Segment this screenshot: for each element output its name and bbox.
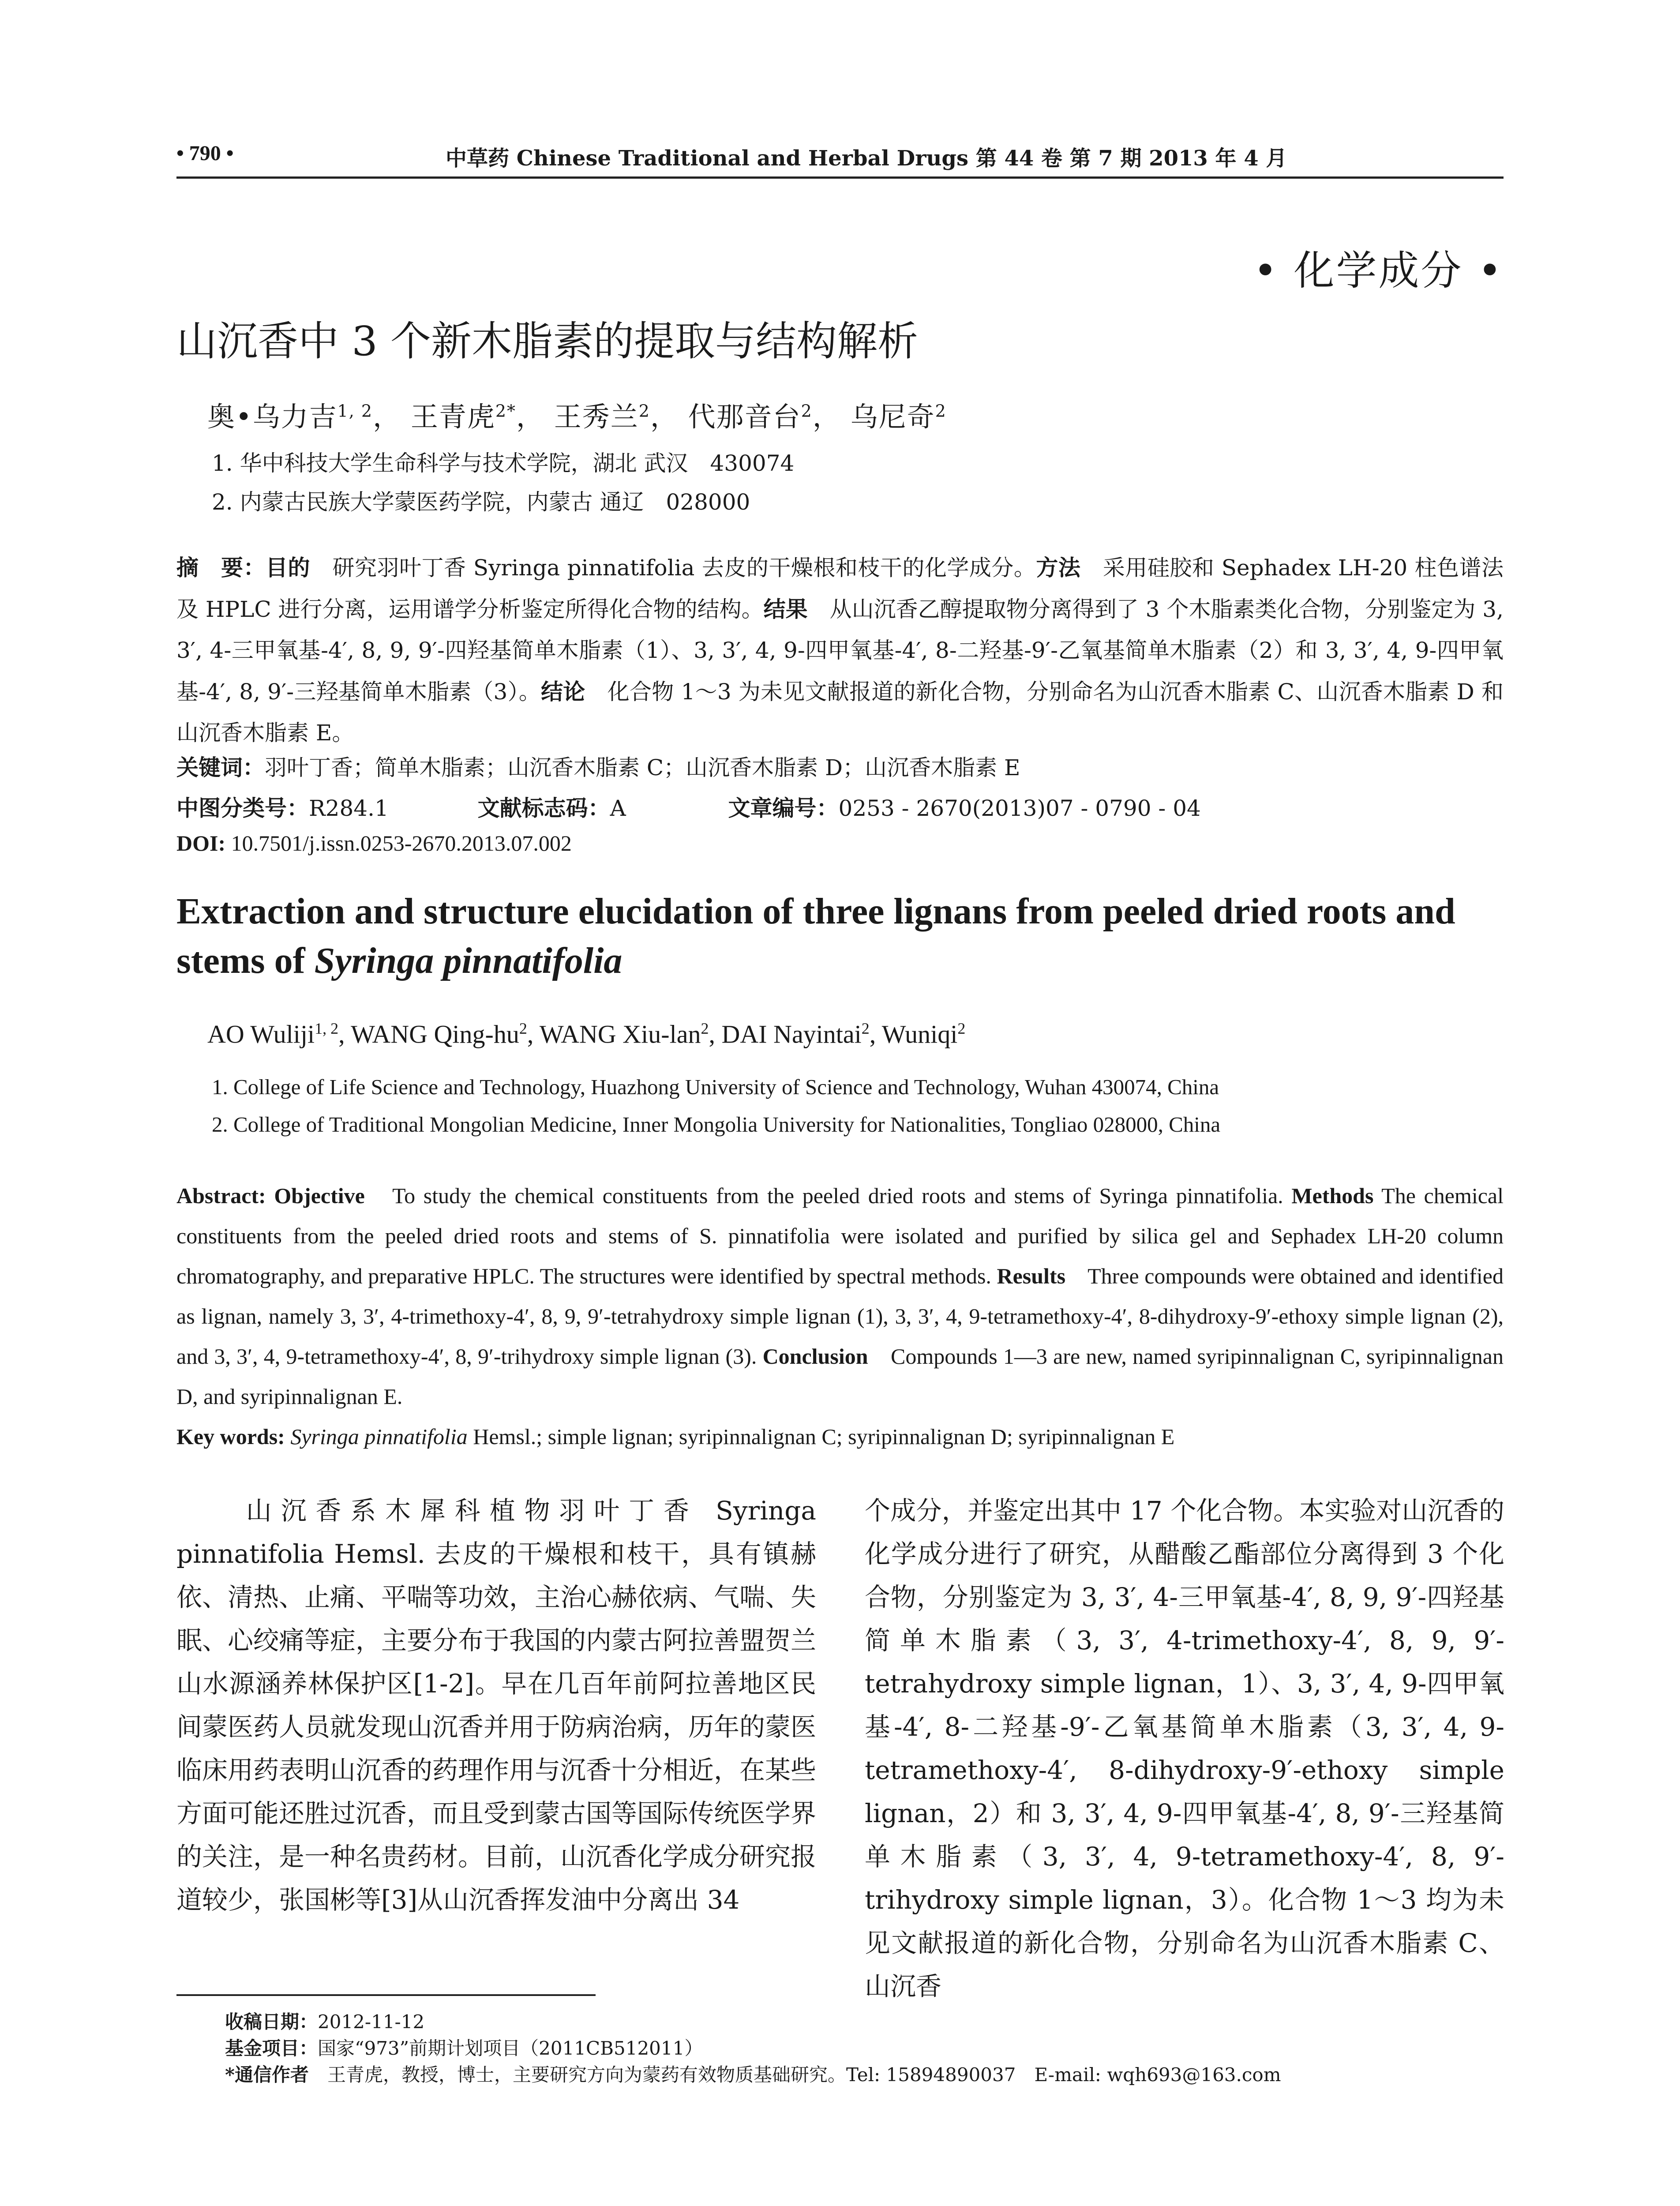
- keywords-en-text: Hemsl.; simple lignan; syripinnalignan C; syripinnalignan D; syripinnalignan E: [467, 1424, 1175, 1449]
- methods-en-text: The chemical constituents from the peeled dried roots and stems of S. pinnatifolia were isolated and purified by silica gel and Sephadex LH-20 column chromatography, and preparative HPLC. The structures were identified by spectral methods.: [176, 1183, 1504, 1288]
- footnote-rule: [176, 1994, 596, 1996]
- affiliation-cn-1: 1. 华中科技大学生命科学与技术学院，湖北 武汉 430074: [212, 450, 795, 476]
- footnote-received: [225, 2007, 424, 2034]
- header-rule: [176, 176, 1504, 179]
- keywords-en-label: Key words:: [176, 1424, 285, 1449]
- objective-label: 目的: [266, 555, 311, 581]
- doc-code-label: 文献标志码：: [477, 795, 610, 821]
- author-affiliation-mark: 2: [638, 401, 650, 421]
- author-affiliation-mark: 2: [701, 1020, 709, 1037]
- affiliation-cn-2: 2. 内蒙古民族大学蒙医药学院，内蒙古 通辽 028000: [212, 489, 750, 515]
- keywords-label: 关键词：: [176, 754, 265, 780]
- body-column-left: 山沉香系木犀科植物羽叶丁香 Syringa pinnatifolia Hemsl. 去皮的干燥根和枝干，具有镇赫依、清热、止痛、平喘等功效，主治心赫依病、气喘、失眠、心绞痛等症，主要分布于我国的内蒙古阿拉善盟贺兰山水源涵养林保护区[1-2]。早在几百年前阿拉善地区民间蒙医药人员就发现山沉香并用于防病治病，历年的蒙医临床用药表明山沉香的药理作用与沉香十分相近，在某些方面可能还胜过沉香，而且受到蒙古国等国际传统医学界的关注，是一种名贵药材。目前，山沉香化学成分研究报道较少，张国彬等[3]从山沉香挥发油中分离出 34: [176, 1496, 817, 1915]
- abstract-en-label: Abstract: Objective: [176, 1183, 365, 1208]
- author: WANG Qing-hu: [351, 1020, 519, 1049]
- section-tag: • 化学成分 •: [1253, 247, 1504, 294]
- abstract-label: 摘 要：: [176, 555, 266, 581]
- conclusion-en-label: Conclusion: [762, 1344, 868, 1369]
- author: 奥•乌力吉: [207, 401, 338, 433]
- author-affiliation-mark: 2: [801, 401, 813, 421]
- classification-line: [176, 791, 1201, 822]
- footnote-corresponding: [225, 2060, 1281, 2087]
- page-number: • 790 •: [176, 142, 234, 165]
- objective-text: 研究羽叶丁香 Syringa pinnatifolia 去皮的干燥根和枝干的化学成分。: [310, 555, 1036, 581]
- abstract-english: [176, 1176, 1504, 1457]
- title-english: [176, 887, 1504, 986]
- fund-text: 国家“973”前期计划项目（2011CB512011）: [318, 2037, 703, 2059]
- journal-info: 中草药 Chinese Traditional and Herbal Drugs 第 44 卷 第 7 期 2013 年 4 月: [446, 146, 1287, 171]
- keywords-text: 羽叶丁香；简单木脂素；山沉香木脂素 C；山沉香木脂素 D；山沉香木脂素 E: [265, 755, 1020, 780]
- methods-label: 方法: [1036, 555, 1081, 581]
- results-en-text: Three compounds were obtained and identified as lignan, namely 3, 3′, 4-trimethoxy-4′, 8, 9, 9′-tetrahydroxy simple lignan (1), 3, 3′, 4, 9-tetramethoxy-4′, 8-dihydroxy-9′-ethoxy simple lignan (2), and 3, 3′, 4, 9-tetramethoxy-4′, 8, 9′-trihydroxy simple lignan (3).: [176, 1264, 1504, 1369]
- author: 代那音台: [688, 401, 801, 433]
- corresponding-text: 王青虎，教授，博士，主要研究方向为蒙药有效物质基础研究。Tel: 15894890037 E-mail: wqh693@163.com: [308, 2064, 1281, 2086]
- author: DAI Nayintai: [721, 1020, 862, 1049]
- conclusion-label: 结论: [541, 679, 585, 705]
- doc-code-value: A: [610, 795, 626, 821]
- author-affiliation-mark: 2: [935, 401, 947, 421]
- conclusion-en-text: Compounds 1—3 are new, named syripinnalignan C, syripinnalignan D, and syripinnalignan E.: [176, 1344, 1504, 1409]
- author: 乌尼奇: [850, 401, 935, 433]
- received-label: 收稿日期：: [225, 2011, 318, 2033]
- conclusion-text: 化合物 1～3 为未见文献报道的新化合物，分别命名为山沉香木脂素 C、山沉香木脂素 D 和山沉香木脂素 E。: [176, 679, 1504, 746]
- clc-value: R284.1: [309, 795, 389, 821]
- doi-line: [176, 830, 572, 856]
- methods-text: 采用硅胶和 Sephadex LH-20 柱色谱法及 HPLC 进行分离，运用谱学分析鉴定所得化合物的结构。: [176, 555, 1504, 622]
- keywords-en-species: Syringa pinnatifolia: [285, 1424, 468, 1449]
- author-affiliation-mark: 2*: [495, 401, 517, 421]
- title-chinese: 山沉香中 3 个新木脂素的提取与结构解析: [176, 318, 919, 365]
- results-label: 结果: [763, 596, 808, 622]
- authors-chinese: 奥•乌力吉$^{1, 2}$， 王青虎$^{2*}$， 王秀兰$^2$， 代那音台$^2$， 乌尼奇$^2$: [207, 401, 947, 433]
- abstract-chinese: [176, 547, 1504, 754]
- article-number-label: 文章编号：: [728, 795, 839, 821]
- methods-en-label: Methods: [1291, 1183, 1374, 1208]
- title-english-species: Syringa pinnatifolia: [314, 940, 622, 981]
- article-number-value: 0253 - 2670(2013)07 - 0790 - 04: [838, 795, 1201, 821]
- keywords-chinese: [176, 750, 1020, 782]
- doi-label: DOI:: [176, 831, 226, 855]
- author: Wuniqi: [881, 1020, 958, 1049]
- affiliation-en-1: 1. College of Life Science and Technology, Huazhong University of Science and Technology, Wuhan 430074, China: [212, 1075, 1219, 1099]
- body-column-right: 个成分，并鉴定出其中 17 个化合物。本实验对山沉香的化学成分进行了研究，从醋酸乙酯部位分离得到 3 个化合物，分别鉴定为 3, 3′, 4-三甲氧基-4′, 8, 9, 9′-四羟基简单木脂素（3, 3′, 4-trimethoxy-4′, 8, 9, 9′-tetrahydroxy simple lignan，1）、3, 3′, 4, 9-四甲氧基-4′, 8-二羟基-9′-乙氧基简单木脂素（3, 3′, 4, 9-tetramethoxy-4′, 8-dihydroxy-9′-ethoxy simple lignan，2）和 3, 3′, 4, 9-四甲氧基-4′, 8, 9′-三羟基简单木脂素（3, 3′, 4, 9-tetramethoxy-4′, 8, 9′-trihydroxy simple lignan，3）。化合物 1～3 均为未见文献报道的新化合物，分别命名为山沉香木脂素 C、山沉香: [865, 1496, 1504, 2001]
- fund-label: 基金项目：: [225, 2037, 318, 2059]
- author-affiliation-mark: 2: [519, 1020, 527, 1037]
- clc-label: 中图分类号：: [176, 795, 309, 821]
- author-affiliation-mark: 2: [957, 1020, 966, 1037]
- author: WANG Xiu-lan: [539, 1020, 701, 1049]
- received-date: 2012-11-12: [318, 2011, 425, 2033]
- affiliation-en-2: 2. College of Traditional Mongolian Medicine, Inner Mongolia University for Nationalities, Tongliao 028000, China: [212, 1112, 1221, 1137]
- objective-en-text: To study the chemical constituents from the peeled dried roots and stems of Syringa pinnatifolia.: [364, 1183, 1292, 1208]
- author-affiliation-mark: 1, 2: [315, 1020, 339, 1037]
- authors-english: AO Wuliji$^{1, 2}$, WANG Qing-$hu^2$, WANG Xiu-lan$^2$, DAI Nayintai$^2$, Wuniqi$^2$: [207, 1020, 966, 1049]
- results-en-label: Results: [997, 1264, 1066, 1288]
- author: 王青虎: [410, 401, 495, 433]
- corresponding-label: *通信作者: [225, 2064, 309, 2086]
- author: AO Wuliji: [207, 1020, 315, 1049]
- author-affiliation-mark: 2: [861, 1020, 870, 1037]
- results-text: 从山沉香乙醇提取物分离得到了 3 个木脂素类化合物，分别鉴定为 3, 3′, 4-三甲氧基-4′, 8, 9, 9′-四羟基简单木脂素（1）、3, 3′, 4, 9-四甲氧基-4′, 8-二羟基-9′-乙氧基简单木脂素（2）和 3, 3′, 4, 9-四甲氧基-4′, 8, 9′-三羟基简单木脂素（3）。: [176, 597, 1504, 705]
- author-affiliation-mark: 1, 2: [337, 401, 373, 421]
- title-english-main: Extraction and structure elucidation of three lignans from peeled dried roots and stems of: [176, 891, 1455, 981]
- footnote-fund: [225, 2034, 703, 2060]
- author: 王秀兰: [554, 401, 639, 433]
- doi-value: 10.7501/j.issn.0253-2670.2013.07.002: [225, 831, 572, 855]
